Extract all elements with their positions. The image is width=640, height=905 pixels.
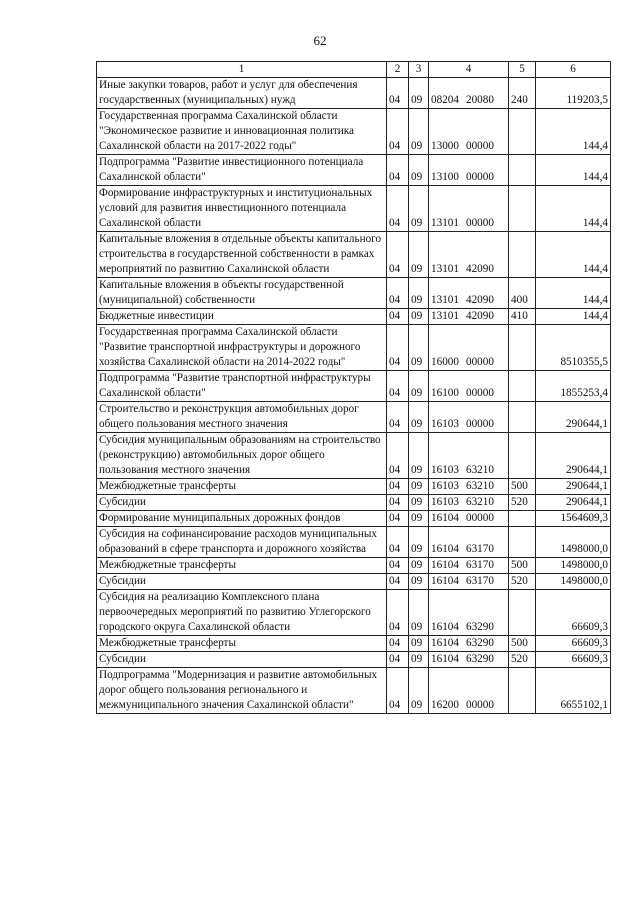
row-target-article <box>429 232 509 278</box>
table-row <box>97 574 611 590</box>
row-section: 04 <box>387 479 409 495</box>
target-article-program: 13101 <box>431 263 459 275</box>
row-section: 04 <box>387 527 409 558</box>
row-expense-type: 240 <box>509 78 536 109</box>
row-amount: 6655102,1 <box>536 668 611 714</box>
table-row <box>97 558 611 574</box>
row-subsection: 09 <box>409 511 429 527</box>
row-name: Формирование муниципальных дорожных фондов <box>97 511 387 527</box>
row-name: Государственная программа Сахалинской области "Развитие транспортной инфраструктуры и дорожного хозяйства Сахалинской области на 2014-2022 годы" <box>97 325 387 371</box>
target-article-direction: 63170 <box>465 575 494 587</box>
target-article-program: 16104 <box>431 559 459 571</box>
row-amount: 1498000,0 <box>536 527 611 558</box>
table-row <box>97 433 611 479</box>
row-expense-type <box>509 186 536 232</box>
row-section: 04 <box>387 495 409 511</box>
target-article-direction: 63290 <box>465 653 494 665</box>
row-subsection: 09 <box>409 636 429 652</box>
row-amount: 290644,1 <box>536 479 611 495</box>
target-article-direction: 00000 <box>465 217 494 229</box>
row-name: Межбюджетные трансферты <box>97 479 387 495</box>
row-target-article <box>429 527 509 558</box>
target-article-direction: 63290 <box>465 621 494 633</box>
row-subsection: 09 <box>409 433 429 479</box>
row-amount: 144,4 <box>536 278 611 309</box>
row-section: 04 <box>387 590 409 636</box>
target-article-program: 13101 <box>431 217 459 229</box>
target-article-direction: 42090 <box>465 263 494 275</box>
header-col-2: 2 <box>387 62 409 78</box>
row-subsection: 09 <box>409 668 429 714</box>
row-section: 04 <box>387 109 409 155</box>
row-subsection: 09 <box>409 558 429 574</box>
row-expense-type <box>509 590 536 636</box>
row-subsection: 09 <box>409 278 429 309</box>
row-subsection: 09 <box>409 186 429 232</box>
target-article-program: 08204 <box>431 94 459 106</box>
row-section: 04 <box>387 232 409 278</box>
row-target-article <box>429 636 509 652</box>
row-subsection: 09 <box>409 652 429 668</box>
row-section: 04 <box>387 652 409 668</box>
target-article-program: 16200 <box>431 699 459 711</box>
header-col-4: 4 <box>429 62 509 78</box>
target-article-program: 16100 <box>431 387 459 399</box>
row-subsection: 09 <box>409 590 429 636</box>
table-row <box>97 232 611 278</box>
row-section: 04 <box>387 511 409 527</box>
row-subsection: 09 <box>409 479 429 495</box>
header-col-6: 6 <box>536 62 611 78</box>
row-subsection: 09 <box>409 325 429 371</box>
table-row <box>97 479 611 495</box>
row-section: 04 <box>387 433 409 479</box>
target-article-direction: 63170 <box>465 543 494 555</box>
table-row <box>97 371 611 402</box>
row-subsection: 09 <box>409 232 429 278</box>
row-expense-type <box>509 155 536 186</box>
row-amount: 144,4 <box>536 309 611 325</box>
row-amount: 290644,1 <box>536 402 611 433</box>
row-section: 04 <box>387 155 409 186</box>
target-article-program: 16104 <box>431 575 459 587</box>
row-section: 04 <box>387 636 409 652</box>
row-target-article <box>429 278 509 309</box>
row-subsection: 09 <box>409 371 429 402</box>
target-article-direction: 00000 <box>465 512 494 524</box>
row-name: Субсидия муниципальным образованиям на строительство (реконструкцию) автомобильных дорог общего пользования местного значения <box>97 433 387 479</box>
row-amount: 144,4 <box>536 155 611 186</box>
row-target-article <box>429 668 509 714</box>
row-subsection: 09 <box>409 155 429 186</box>
row-name: Субсидия на реализацию Комплексного плана первоочередных мероприятий по развитию Углегорского городского округа Сахалинской области <box>97 590 387 636</box>
row-name: Субсидии <box>97 495 387 511</box>
row-target-article <box>429 325 509 371</box>
row-subsection: 09 <box>409 402 429 433</box>
header-col-1: 1 <box>97 62 387 78</box>
row-expense-type <box>509 511 536 527</box>
row-section: 04 <box>387 402 409 433</box>
row-name: Капитальные вложения в отдельные объекты капитального строительства в государственной собственности в рамках мероприятий по развитию Сахалинской области <box>97 232 387 278</box>
row-section: 04 <box>387 186 409 232</box>
row-section: 04 <box>387 668 409 714</box>
header-row <box>97 62 611 78</box>
row-name: Межбюджетные трансферты <box>97 558 387 574</box>
row-amount: 290644,1 <box>536 495 611 511</box>
target-article-program: 16104 <box>431 637 459 649</box>
row-amount: 119203,5 <box>536 78 611 109</box>
row-expense-type <box>509 402 536 433</box>
row-amount: 66609,3 <box>536 636 611 652</box>
row-expense-type: 520 <box>509 652 536 668</box>
row-amount: 1498000,0 <box>536 558 611 574</box>
row-expense-type: 400 <box>509 278 536 309</box>
row-subsection: 09 <box>409 495 429 511</box>
table-row <box>97 309 611 325</box>
target-article-program: 13000 <box>431 140 459 152</box>
table-row <box>97 109 611 155</box>
row-section: 04 <box>387 278 409 309</box>
target-article-program: 16104 <box>431 621 459 633</box>
target-article-program: 16103 <box>431 480 459 492</box>
target-article-program: 16000 <box>431 356 459 368</box>
row-name: Субсидии <box>97 652 387 668</box>
row-expense-type <box>509 433 536 479</box>
row-subsection: 09 <box>409 309 429 325</box>
row-amount: 1855253,4 <box>536 371 611 402</box>
target-article-direction: 00000 <box>465 171 494 183</box>
target-article-program: 16104 <box>431 512 459 524</box>
table-row <box>97 495 611 511</box>
row-amount: 144,4 <box>536 109 611 155</box>
row-target-article <box>429 155 509 186</box>
target-article-direction: 63170 <box>465 559 494 571</box>
row-expense-type: 500 <box>509 558 536 574</box>
target-article-program: 13100 <box>431 171 459 183</box>
target-article-program: 13101 <box>431 294 459 306</box>
target-article-program: 16103 <box>431 464 459 476</box>
row-section: 04 <box>387 78 409 109</box>
row-target-article <box>429 433 509 479</box>
row-name: Подпрограмма "Развитие транспортной инфраструктуры Сахалинской области" <box>97 371 387 402</box>
target-article-program: 16104 <box>431 653 459 665</box>
table-row <box>97 78 611 109</box>
row-name: Субсидия на софинансирование расходов муниципальных образований в сфере транспорта и дорожного хозяйства <box>97 527 387 558</box>
row-expense-type: 520 <box>509 495 536 511</box>
row-target-article <box>429 495 509 511</box>
row-name: Капитальные вложения в объекты государственной (муниципальной) собственности <box>97 278 387 309</box>
table-row <box>97 590 611 636</box>
row-expense-type: 500 <box>509 479 536 495</box>
row-target-article <box>429 479 509 495</box>
row-section: 04 <box>387 558 409 574</box>
target-article-program: 16103 <box>431 496 459 508</box>
row-target-article <box>429 511 509 527</box>
row-expense-type <box>509 527 536 558</box>
row-amount: 8510355,5 <box>536 325 611 371</box>
row-name: Субсидии <box>97 574 387 590</box>
row-section: 04 <box>387 325 409 371</box>
row-target-article <box>429 78 509 109</box>
table-row <box>97 652 611 668</box>
table-row <box>97 636 611 652</box>
row-expense-type <box>509 668 536 714</box>
row-name: Строительство и реконструкция автомобильных дорог общего пользования местного значения <box>97 402 387 433</box>
table-row <box>97 325 611 371</box>
row-section: 04 <box>387 371 409 402</box>
row-target-article <box>429 652 509 668</box>
table-row <box>97 668 611 714</box>
row-expense-type <box>509 325 536 371</box>
row-subsection: 09 <box>409 574 429 590</box>
target-article-direction: 20080 <box>465 94 494 106</box>
row-target-article <box>429 109 509 155</box>
row-expense-type <box>509 371 536 402</box>
target-article-direction: 00000 <box>465 140 494 152</box>
row-section: 04 <box>387 574 409 590</box>
row-subsection: 09 <box>409 109 429 155</box>
target-article-direction: 00000 <box>465 387 494 399</box>
row-amount: 66609,3 <box>536 590 611 636</box>
target-article-program: 13101 <box>431 310 459 322</box>
budget-table <box>96 61 611 714</box>
row-target-article <box>429 309 509 325</box>
target-article-program: 16104 <box>431 543 459 555</box>
row-target-article <box>429 371 509 402</box>
target-article-direction: 00000 <box>465 418 494 430</box>
target-article-direction: 42090 <box>465 310 494 322</box>
header-col-5: 5 <box>509 62 536 78</box>
row-name: Подпрограмма "Развитие инвестиционного потенциала Сахалинской области" <box>97 155 387 186</box>
row-expense-type: 500 <box>509 636 536 652</box>
row-name: Межбюджетные трансферты <box>97 636 387 652</box>
row-amount: 144,4 <box>536 186 611 232</box>
table-row <box>97 511 611 527</box>
row-expense-type <box>509 109 536 155</box>
target-article-direction: 00000 <box>465 699 494 711</box>
row-expense-type <box>509 232 536 278</box>
row-name: Подпрограмма "Модернизация и развитие автомобильных дорог общего пользования регионального и межмуниципального значения Сахалинской области" <box>97 668 387 714</box>
row-subsection: 09 <box>409 527 429 558</box>
row-target-article <box>429 590 509 636</box>
target-article-direction: 63210 <box>465 464 494 476</box>
target-article-direction: 63290 <box>465 637 494 649</box>
row-target-article <box>429 402 509 433</box>
row-name: Государственная программа Сахалинской области "Экономическое развитие и инновационная политика Сахалинской области на 2017-2022 годы" <box>97 109 387 155</box>
target-article-direction: 63210 <box>465 496 494 508</box>
row-name: Бюджетные инвестиции <box>97 309 387 325</box>
table-row <box>97 402 611 433</box>
page-number: 62 <box>313 33 327 48</box>
row-expense-type: 520 <box>509 574 536 590</box>
row-target-article <box>429 574 509 590</box>
row-section: 04 <box>387 309 409 325</box>
row-name: Формирование инфраструктурных и институциональных условий для развития инвестиционного потенциала Сахалинской области <box>97 186 387 232</box>
row-amount: 290644,1 <box>536 433 611 479</box>
row-name: Иные закупки товаров, работ и услуг для обеспечения государственных (муниципальных) нужд <box>97 78 387 109</box>
row-amount: 1564609,3 <box>536 511 611 527</box>
row-amount: 66609,3 <box>536 652 611 668</box>
row-subsection: 09 <box>409 78 429 109</box>
row-target-article <box>429 186 509 232</box>
table-row <box>97 155 611 186</box>
table-row <box>97 278 611 309</box>
row-amount: 144,4 <box>536 232 611 278</box>
target-article-direction: 63210 <box>465 480 494 492</box>
target-article-program: 16103 <box>431 418 459 430</box>
target-article-direction: 42090 <box>465 294 494 306</box>
row-target-article <box>429 558 509 574</box>
table-row <box>97 527 611 558</box>
header-col-3: 3 <box>409 62 429 78</box>
row-expense-type: 410 <box>509 309 536 325</box>
row-amount: 1498000,0 <box>536 574 611 590</box>
table-row <box>97 186 611 232</box>
target-article-direction: 00000 <box>465 356 494 368</box>
